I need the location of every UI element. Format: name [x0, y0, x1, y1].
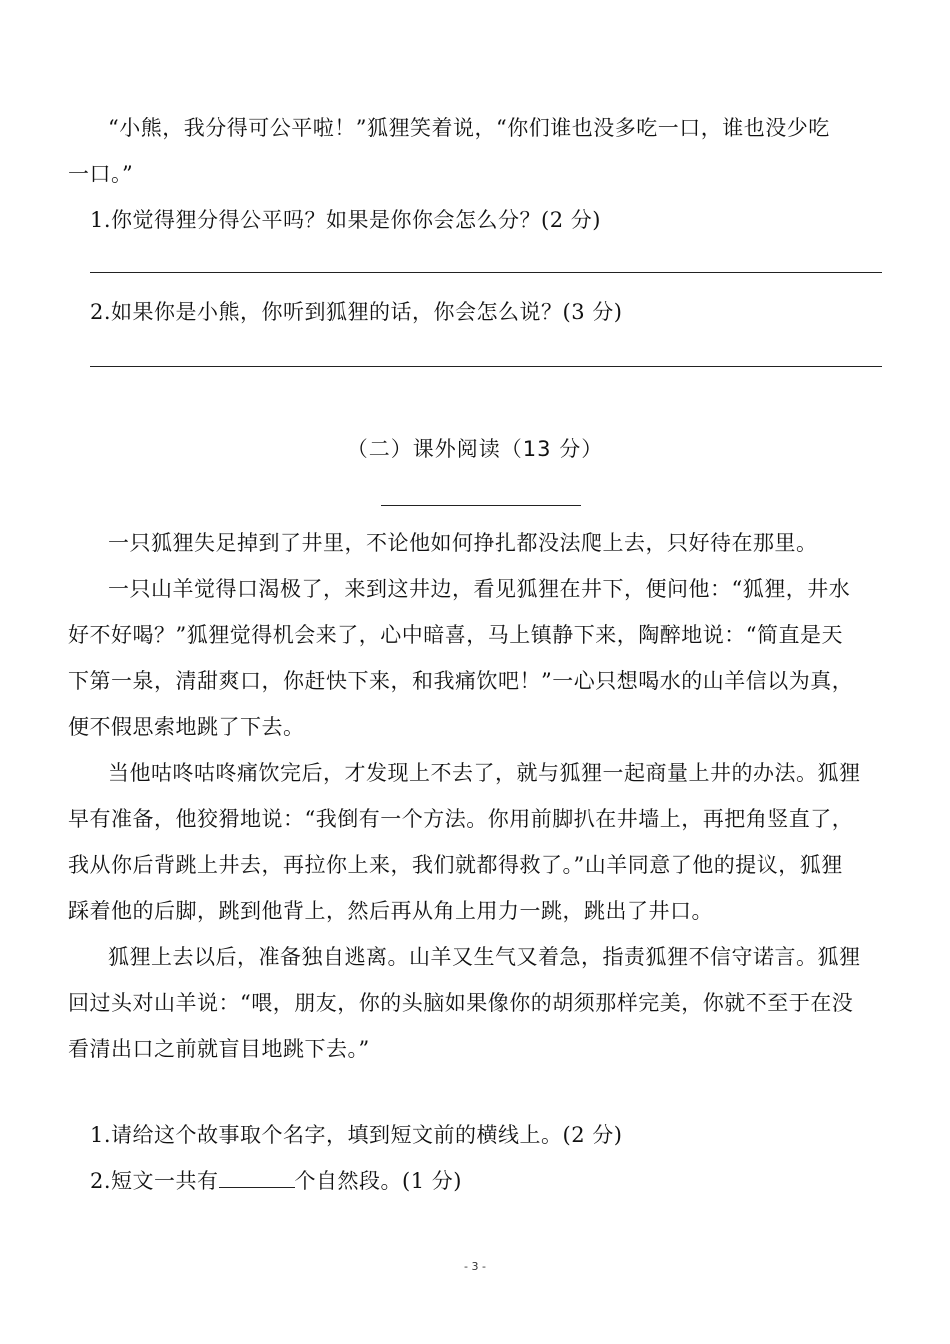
passage2-line: 狐狸上去以后，准备独自逃离。山羊又生气又着急，指责狐狸不信守诺言。狐狸 [108, 945, 861, 969]
section-title: （二）课外阅读（13 分） [346, 437, 604, 461]
passage2-line: 下第一泉，清甜爽口，你赶快下来，和我痛饮吧！”一心只想喝水的山羊信以为真， [68, 669, 854, 693]
passage1-line: “小熊，我分得可公平啦！”狐狸笑着说，“你们谁也没多吃一口，谁也没少吃 [108, 116, 830, 140]
passage2-line: 一只狐狸失足掉到了井里，不论他如何挣扎都没法爬上去，只好待在那里。 [108, 531, 818, 555]
passage2-line: 看清出口之前就盲目地跳下去。” [68, 1037, 370, 1061]
passage2-line: 一只山羊觉得口渴极了，来到这井边，看见狐狸在井下，便问他：“狐狸，井水 [108, 577, 851, 601]
paragraph-count-blank[interactable] [219, 1167, 295, 1188]
story-title-blank[interactable] [381, 505, 581, 506]
question-2-2-suffix: 个自然段。(1 分) [294, 1169, 462, 1193]
passage1-line: 一口。” [68, 162, 134, 186]
question-2: 2.如果你是小熊，你听到狐狸的话，你会怎么说？(3 分) [90, 300, 623, 324]
question-2-1: 1.请给这个故事取个名字，填到短文前的横线上。(2 分) [90, 1123, 623, 1147]
page-number: - 3 - [464, 1260, 486, 1273]
passage2-line: 早有准备，他狡猾地说：“我倒有一个方法。你用前脚扒在井墙上，再把角竖直了， [68, 807, 854, 831]
answer-line-1[interactable] [90, 272, 882, 273]
passage2-line: 便不假思索地跳了下去。 [68, 715, 305, 739]
passage2-line: 我从你后背跳上井去，再拉你上来，我们就都得救了。”山羊同意了他的提议，狐狸 [68, 853, 843, 877]
passage2-line: 踩着他的后脚，跳到他背上，然后再从角上用力一跳，跳出了井口。 [68, 899, 713, 923]
passage2-line: 回过头对山羊说：“喂，朋友，你的头脑如果像你的胡须那样完美，你就不至于在没 [68, 991, 854, 1015]
passage2-line: 当他咕咚咕咚痛饮完后，才发现上不去了，就与狐狸一起商量上井的办法。狐狸 [108, 761, 861, 785]
question-2-2-prefix: 2.短文一共有 [90, 1169, 219, 1193]
answer-line-2[interactable] [90, 366, 882, 367]
passage2-line: 好不好喝？”狐狸觉得机会来了，心中暗喜，马上镇静下来，陶醉地说：“简直是天 [68, 623, 843, 647]
question-1: 1.你觉得狸分得公平吗？如果是你你会怎么分？(2 分) [90, 208, 601, 232]
question-2-2 [90, 1166, 883, 1196]
